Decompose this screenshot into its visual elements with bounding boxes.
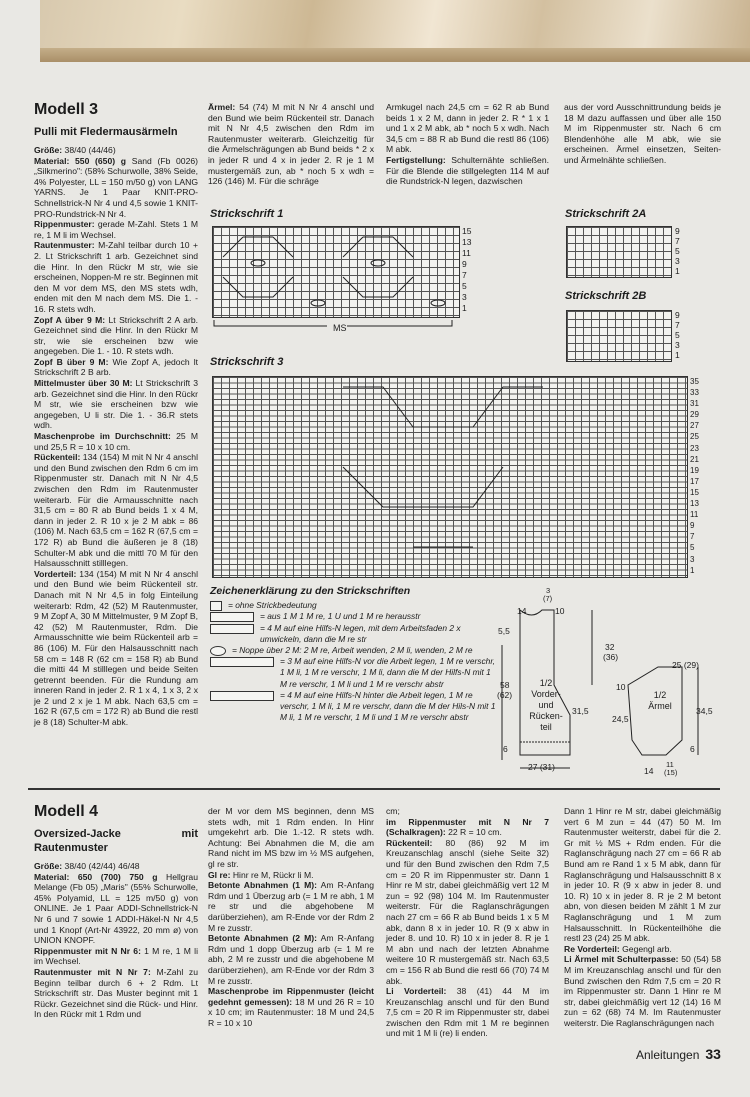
paragraph: Rippenmuster: gerade M-Zahl. Stets 1 M re, 1 M li im Wechsel. xyxy=(34,219,198,240)
row-number: 1 xyxy=(690,565,695,575)
row-number: 17 xyxy=(690,476,699,486)
body-left-top: 5,5 xyxy=(498,626,510,636)
sleeve-bottom3: (15) xyxy=(664,768,678,777)
row-number: 13 xyxy=(462,237,472,247)
sleeve-label: 1/2 Ärmel xyxy=(648,690,672,711)
body-bottom: 27 (31) xyxy=(528,762,555,772)
model4-col2 xyxy=(208,806,374,1028)
paragraph: Armkugel nach 24,5 cm = 62 R ab Bund beids 1 x 2 M, dann in jeder 2. R * 1 x 1 und 1 x 2 M abk, ab * noch 5 x wdh. Nach 34,5 cm = 88 R ab Bund die restl 86 (106) M abk. xyxy=(386,102,549,155)
model3-subtitle: Pulli mit Fledermausärmeln xyxy=(34,126,178,138)
row-number: 15 xyxy=(690,487,699,497)
paragraph: Rückenteil: 134 (154) M mit N Nr 4 anschl und den Bund zwischen den Rdm 6 cm im Rippenmuster str. Danach mit N Nr 4,5 zwischen den Rdm im Rautenmuster weiterarb. Für die Armausschnitte nach 31,5 cm = 80 R ab Bund beids 1 x 4 M, dann in jeder 2. R 10 x je 2 M abk = 86 (106) M. Nach 63,5 cm = 162 R (67,5 cm = 172 R) ab Bund die äußeren je 8 (18) Schulter-M abk und die mittl 70 M für den Halsausschnitt stilllegen. xyxy=(34,452,198,569)
body-mid-top: 3 xyxy=(546,586,551,595)
paragraph: Maschenprobe im Durchschnitt: 25 M und 25,5 R = 10 x 10 cm. xyxy=(34,431,198,452)
paragraph: Vorderteil: 134 (154) M mit N Nr 4 anschl und den Bund wie beim Rückenteil str. Danach mit N Nr 4,5 in folg Einteilung weiterarb: Rdm, 42 (52) M Rautenmuster, 9 M Zopf A, 30 M Mittelmuster, 9 M Zopf B, 42 (52) M Rautenmuster, Rdm. Die Armausschnitte wie beim Rückenteil arb = 86 (106) M. Für den Halsausschnitt nach 58 cm = 148 R (62 cm = 158 R) ab Bund die mitti 44 M stilllegen und beide Seiten getrennt beenden. Für die Rundung am inneren Rand in jeder 2. R 1 x 4, 1 x 3, 2 x je 2 und 2 x je 1 M abk. Nach 63,5 cm = 162 R (67,5 cm = 172 R) ab Bund die restl je 8 (18) Schulter-M abk. xyxy=(34,568,198,728)
row-number: 9 xyxy=(690,521,695,531)
knitting-chart-2b xyxy=(566,310,672,362)
row-number: 35 xyxy=(690,377,699,386)
paragraph: Material: 650 (700) 750 g Hellgrau Melange (Fb 05) „Maris" (55% Schurwolle, 45% Polyamid, LL = 125 m/50 g) von ONLINE. Je 1 Paar ADDI-Schnellstrick-N Nr 6 und 7 sowie 1 ADDI-Häkel-N Nr 4,5 und 1 Knopf (Art-Nr 43922, 20 mm ø) von UNION KNOPF. xyxy=(34,871,198,946)
row-number: 3 xyxy=(462,292,467,302)
row-number: 9 xyxy=(675,310,680,320)
sleeve-top: 25 (29) xyxy=(672,660,699,670)
knitting-chart-3 xyxy=(212,376,688,578)
paragraph: Re Vorderteil: Gegengl arb. xyxy=(564,943,672,954)
chart1-row-numbers xyxy=(462,226,471,314)
header-photo xyxy=(40,0,750,62)
model3-col4 xyxy=(564,102,721,166)
row-number: 31 xyxy=(690,399,699,409)
body-rib: 6 xyxy=(503,744,508,754)
row-number: 9 xyxy=(462,259,467,269)
knitting-chart-2a xyxy=(566,226,672,278)
paragraph: Zopf A über 9 M: Lt Strickschrift 2 A arb. Gezeichnet sind die Hinr. In den Rückr M str, wie sie erscheinen bzw wie angegeben. Die 1. - 10. R stets wdh. xyxy=(34,314,198,357)
row-number: 27 xyxy=(690,421,699,431)
row-number: 5 xyxy=(462,281,467,291)
row-number: 7 xyxy=(690,532,695,542)
chart3-symbols xyxy=(213,377,687,577)
row-number: 21 xyxy=(690,454,699,464)
row-number: 23 xyxy=(690,443,699,453)
row-number: 5 xyxy=(690,543,695,553)
paragraph: Rautenmuster: M-Zahl teilbar durch 10 + 2. Lt Strickschrift 1 arb. Gezeichnet sind die Hinr. In den Rückr M str, wie sie erscheinen, Noppen-M re str. Beginnen mit den M vor dem MS, den MS stets wdh, enden mit den M nach dem MS. Die 1. - 16. R stets wdh. xyxy=(34,240,198,314)
paragraph: Rückenteil: 80 (86) 92 M im Kreuzanschlag anschl (siehe Seite 32) und für den Bund zwischen den Rdm 7,5 cm = 20 R im Rippenmuster str. Dann 1 Hinr re M str, dabei gleichmäßig vert 12 M zun = 92 (98) 104 M. Im Rautenmuster weiterstr. Für die Raglanschrägungen nach 27 cm = 66 R ab Bund beids 1 x 5 M abk, dann 8 x in jeder 10. R (9 x abw in jeder 8. und 10. R) 10 x in jeder 8. R je 1 M abn und nach der letzten Abnahme weitere 10 R mustergemäß str. Nach 63,5 cm = 156 R ab Bund die restl 66 (70) 74 M abk. xyxy=(386,837,549,986)
sleeve-side: 10 xyxy=(616,682,626,692)
legend-item: = 3 M auf eine Hilfs-N vor die Arbeit legen, 1 M re verschr, 1 M li, 1 M re verschr, 1 M li, dann die M der Hilfs-N mit 1 M re verschr, 1 M li und 1 M re verschr abstr xyxy=(210,656,500,690)
paragraph: Rautenmuster mit N Nr 7: M-Zahl zu Beginn teilbar durch 6 + 2 Rdm. Lt Strickschrift str. Das Muster beginnt mit 1 Rückr. Gezeichnet sind die Rück- und Hinr. In den Rückr mit 1 Rdm und xyxy=(34,966,198,1020)
body-top-sub: 10 xyxy=(555,606,565,616)
model3-col3 xyxy=(386,102,549,187)
row-number: 1 xyxy=(462,303,467,313)
row-number: 29 xyxy=(690,410,699,420)
body-right: 32 xyxy=(605,642,615,652)
paragraph: Größe: 38/40 (44/46) xyxy=(34,145,116,155)
row-number: 1 xyxy=(675,350,680,360)
chart2a-row-numbers xyxy=(675,226,680,276)
row-number: 33 xyxy=(690,388,699,398)
body-left: 58 xyxy=(500,680,510,690)
paragraph: cm; xyxy=(386,806,400,816)
chart2b-row-numbers xyxy=(675,310,680,360)
body-left2: (62) xyxy=(497,690,513,700)
chart1-symbols xyxy=(213,227,459,317)
chart2b-title: Strickschrift 2B xyxy=(565,290,647,302)
paragraph: aus der vord Ausschnittrundung beids je 18 M dazu auffassen und über alle 150 M im Rippenmuster str. Nach 6 cm Blendenhöhe alle M abk, wie sie erscheinen. Ärmel einsetzen, Seiten- und Ärmelnähte schließen. xyxy=(564,102,721,165)
row-number: 9 xyxy=(675,226,680,236)
paragraph: Li Vorderteil: 38 (41) 44 M im Kreuzanschlag anschl und für den Bund 7,5 cm = 20 R im Rippenmuster str, dabei zwischen den Rdm mit 1 M re beginnen und mit 1 M li (re) li enden. xyxy=(386,986,549,1039)
body-top: 14 xyxy=(517,606,527,616)
legend-item: = 4 M auf eine Hilfs-N legen, mit dem Arbeitsfaden 2 x umwickeln, dann die M re str xyxy=(210,623,500,645)
row-number: 25 xyxy=(690,432,699,442)
paragraph: Gl re: Hinr re M, Rückr li M. xyxy=(208,869,314,880)
paragraph: Rippenmuster mit N Nr 6: 1 M re, 1 M li im Wechsel. xyxy=(34,945,198,967)
model3-col2 xyxy=(208,102,374,187)
paragraph: Li Ärmel mit Schulterpasse: 50 (54) 58 M im Kreuzanschlag anschl und für den Bund zwischen den Rdm 7,5 cm = 20 R im Rippenmuster str. Dann 1 Hinr re M str, dabei gleichmäßig vert 12 (14) 16 M zun = 62 (68) 74 M. Im Rautenmuster weiterstr. Die Raglanschrägungen nach xyxy=(564,954,721,1028)
model4-col1 xyxy=(34,802,198,1020)
paragraph: im Rippenmuster mit N Nr 7 (Schalkragen): 22 R = 10 cm. xyxy=(386,816,549,838)
legend-title: Zeichenerklärung zu den Strickschriften xyxy=(210,585,411,597)
chart1-ms-label: MS xyxy=(333,323,347,333)
section-divider xyxy=(28,788,720,790)
page-number: 33 xyxy=(705,1046,721,1062)
paragraph: Ärmel: 54 (74) M mit N Nr 4 anschl und den Bund wie beim Rückenteil str. Danach mit N Nr 4,5 zwischen den Rdm im Rautenmuster weiterarb. Gleichzeitig für die Ärmelschrägungen ab Bund beids * 2 x in jeder R und 4 x in jeder 2. R je 1 M mustergemäß zun, ab * noch 5 x wdh = 126 (146) M. Für die schräge xyxy=(208,102,374,187)
row-number: 1 xyxy=(675,266,680,276)
legend-item: = ohne Strickbedeutung xyxy=(210,600,500,611)
sleeve-inner: 24,5 xyxy=(612,714,629,724)
row-number: 3 xyxy=(675,340,680,350)
row-number: 19 xyxy=(690,465,699,475)
sleeve-bottom2: 11 xyxy=(666,760,674,769)
row-number: 3 xyxy=(675,256,680,266)
paragraph: der M vor dem MS beginnen, denn MS stets wdh, mit 1 Rdm enden. In Hinr umgekehrt arb. Die 1.-12. R stets wdh. Achtung: Bei Abnahmen die M, die am Rand nicht im MS bzw im ½ MS aufgehen, gl re str. xyxy=(208,806,374,869)
row-number: 11 xyxy=(462,248,471,258)
body-armhole: 31,5 xyxy=(572,706,589,716)
chart3-title: Strickschrift 3 xyxy=(210,356,284,368)
chart1-ms-bracket xyxy=(212,318,462,332)
chart2a-title: Strickschrift 2A xyxy=(565,208,647,220)
knitting-chart-1 xyxy=(212,226,460,318)
row-number: 5 xyxy=(675,330,680,340)
model3-col1 xyxy=(34,100,198,728)
model4-subtitle: Oversized-Jacke mit Rautenmuster xyxy=(34,828,198,854)
row-number: 7 xyxy=(462,270,467,280)
chart3-row-numbers xyxy=(690,376,699,576)
footer-label: Anleitungen xyxy=(636,1048,700,1062)
chart1-title: Strickschrift 1 xyxy=(210,208,284,220)
row-number: 11 xyxy=(690,510,699,520)
model4-title: Modell 4 xyxy=(34,803,99,820)
paragraph: Betonte Abnahmen (2 M): Am R-Anfang Rdm und 1 dopp Überzug arb (= 1 M re abh, 2 M re zusstr und die abgehobene M darüberziehen), am R-Ende vor der Rdm 3 M re zusstr. xyxy=(208,933,374,986)
paragraph: Dann 1 Hinr re M str, dabei gleichmäßig vert 6 M zun = 44 (47) 50 M. Im Rautenmuster weiterstr, dabei für die 2. Gr mit ½ MS + Rdm enden. Für die Raglanschrägung nach 27 cm = 66 R ab Bund am re Rand 1 x 5 M abk, dann für Raglanschrägung und Halsausschnitt 8 x in jeder 10. R (9 x abw in jeder 8. und 10. R) 10 x in jeder 8. R je 2 M betont abn, von diesen beiden M zählt 1 M zur Raglanschrägung und 1 M zum Halsausschnitt. In Rückenteilhöhe die restl 23 (24) 25 M abk. xyxy=(564,806,721,944)
paragraph: Maschenprobe im Rippenmuster (leicht gedehnt gemessen): 18 M und 26 R = 10 x 10 cm; im Rautenmuster: 18 M und 24,5 R = 10 x 10 xyxy=(208,986,374,1028)
paragraph: Fertigstellung: Schulternähte schließen. Für die Blende die stillgelegten 114 M auf die Rundstrick-N legen, dazwischen xyxy=(386,154,549,187)
model3-title: Modell 3 xyxy=(34,101,99,118)
paragraph: Mittelmuster über 30 M: Lt Strickschrift 3 arb. Gezeichnet sind die Hinr. In den Rückr M str, wie sie erscheinen bzw wie angegeben, U li str. Die 1. - 36.R stets wdh. xyxy=(34,378,198,431)
chart-legend xyxy=(210,586,500,723)
row-number: 13 xyxy=(690,499,699,509)
page-footer xyxy=(636,1046,721,1062)
legend-item: = 4 M auf eine Hilfs-N hinter die Arbeit legen, 1 M re verschr, 1 M li, 1 M re verschr, dann die M der Hils-N mit 1 M li, 1 M re verschr, 1 M li und 1 M re verschr abstr xyxy=(210,690,500,724)
sleeve-bottom: 14 xyxy=(644,766,654,776)
body-label: 1/2 Vorder- und Rücken- teil xyxy=(529,678,563,732)
paragraph: Größe: 38/40 (42/44) 46/48 xyxy=(34,861,140,871)
row-number: 15 xyxy=(462,226,472,236)
paragraph: Zopf B über 9 M: Wie Zopf A, jedoch lt Strickschrift 2 B arb. xyxy=(34,356,199,378)
body-right2: (36) xyxy=(603,652,619,662)
model4-col4 xyxy=(564,806,721,1028)
row-number: 5 xyxy=(675,246,680,256)
sleeve-rib: 6 xyxy=(690,744,695,754)
row-number: 7 xyxy=(675,320,680,330)
legend-item: = aus 1 M 1 M re, 1 U und 1 M re herausstr xyxy=(210,611,500,622)
model4-col3 xyxy=(386,806,549,1039)
paragraph: Material: 550 (650) g Sand (Fb 0026) „Silkmerino": (58% Schurwolle, 38% Seide, 4% Polyester, LL = 150 m/50 g) von LANG YARNS. Je 1 Paar KNIT-PRO-Schnellstrick-N Nr 4 und 4,5 sowie 1 KNIT-PRO-Rundstrick-N Nr 4. xyxy=(34,155,199,219)
paragraph: Betonte Abnahmen (1 M): Am R-Anfang Rdm und 1 Überzug arb (= 1 M re abh, 1 M re str und die abgehobene M darüberziehen), am R-Ende vor der Rdm 2 M re zusstr. xyxy=(208,880,374,933)
row-number: 7 xyxy=(675,236,680,246)
body-mid-top2: (7) xyxy=(543,594,553,603)
sleeve-outer: 34,5 xyxy=(696,706,713,716)
row-number: 3 xyxy=(690,554,695,564)
legend-item: = Noppe über 2 M: 2 M re, Arbeit wenden, 2 M li, wenden, 2 M re xyxy=(210,645,500,656)
